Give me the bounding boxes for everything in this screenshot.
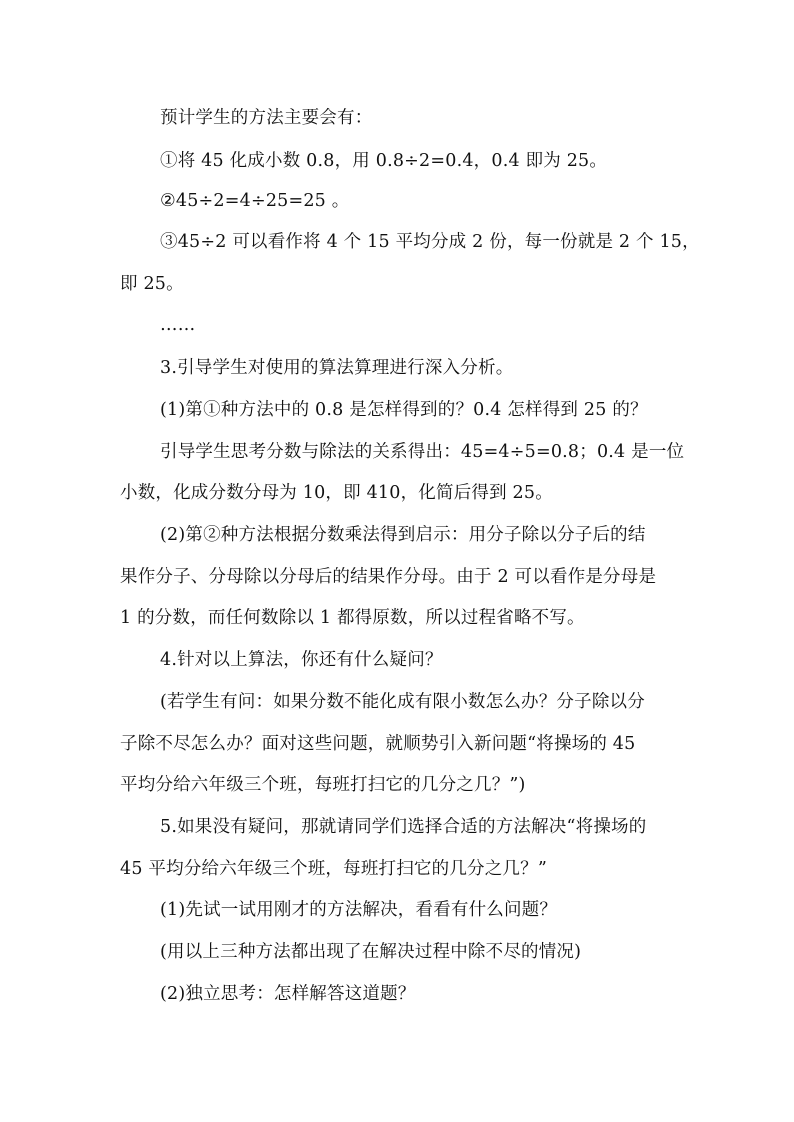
section-heading: 5.如果没有疑问，那就请同学们选择合适的方法解决“将操场的 (160, 817, 647, 837)
paragraph-line: (2)第②种方法根据分数乘法得到启示：用分子除以分子后的结 (160, 525, 646, 545)
paragraph-line: ①将 45 化成小数 0.8，用 0.8÷2=0.4，0.4 即为 25。 (160, 151, 608, 171)
paragraph-line: (若学生有问：如果分数不能化成有限小数怎么办？分子除以分 (160, 692, 645, 712)
paragraph-line: ②45÷2=4÷25=25 。 (160, 191, 350, 211)
paragraph-line: (2)独立思考：怎样解答这道题？ (160, 984, 416, 1004)
paragraph-line: 1 的分数，而任何数除以 1 都得原数，所以过程省略不写。 (120, 608, 585, 628)
ellipsis-line: …… (160, 315, 196, 335)
paragraph-line: (1)第①种方法中的 0.8 是怎样得到的？0.4 怎样得到 25 的？ (160, 400, 648, 420)
paragraph-line: 平均分给六年级三个班，每班打扫它的几分之几？”) (120, 775, 526, 795)
paragraph-line: (1)先试一试用刚才的方法解决，看看有什么问题？ (160, 900, 558, 920)
paragraph-line: (用以上三种方法都出现了在解决过程中除不尽的情况) (160, 942, 582, 962)
paragraph-line: 子除不尽怎么办？面对这些问题，就顺势引入新问题“将操场的 45 (120, 734, 636, 754)
paragraph-line: 即 25。 (120, 274, 184, 294)
paragraph-line: 45 平均分给六年级三个班，每班打扫它的几分之几？” (120, 859, 547, 879)
paragraph-line: 预计学生的方法主要会有： (160, 108, 373, 128)
section-heading: 4.针对以上算法，你还有什么疑问？ (160, 650, 443, 670)
paragraph-line: 小数，化成分数分母为 10，即 410，化简后得到 25。 (120, 483, 553, 503)
paragraph-line: 引导学生思考分数与除法的关系得出：45=4÷5=0.8；0.4 是一位 (160, 442, 685, 462)
paragraph-line: ③45÷2 可以看作将 4 个 15 平均分成 2 份，每一份就是 2 个 15， (160, 232, 700, 252)
section-heading: 3.引导学生对使用的算法算理进行深入分析。 (160, 358, 514, 378)
paragraph-line: 果作分子、分母除以分母后的结果作分母。由于 2 可以看作是分母是 (120, 567, 657, 587)
